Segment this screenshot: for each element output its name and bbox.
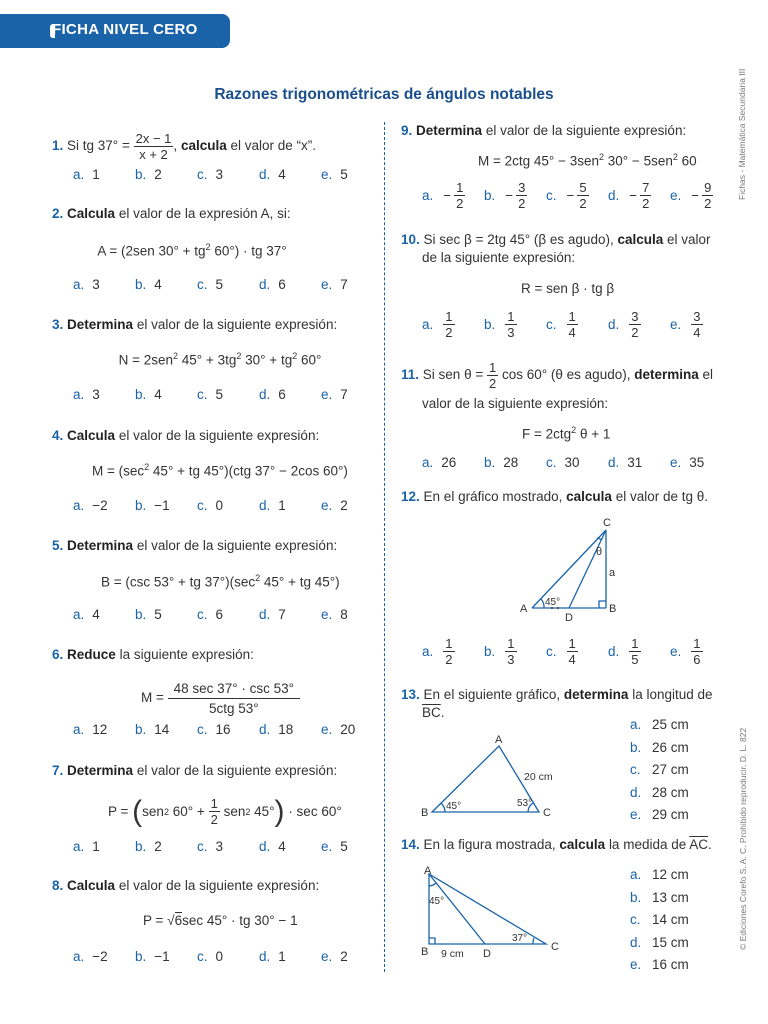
q4-expression: $M = (\sec^2$ 45° + tg 45°)(ctg 37° − 2cos 60°) [92, 462, 348, 479]
question-12: 12. En el gráfico mostrado, calcula el valor de tg θ. [401, 489, 708, 504]
q12-label-b: B [609, 603, 617, 615]
question-1: 1. Si tg 37° = $\frac{2x - 1}{x + 2}$ , calcula el valor de “x”. [52, 131, 317, 162]
q8-expression: P = √6sec 45° · tg 30° − 1 [143, 913, 298, 928]
option-1[interactable]: a. 12 cm [630, 867, 689, 882]
option-2[interactable]: b. 26 cm [630, 739, 689, 755]
option-1[interactable]: a. $\frac{1}{2}$ [422, 309, 453, 340]
q9-expression: M = 2ctg 45° − 3sen$^2$ 30° − 5sen$^2$ 60 [478, 152, 697, 169]
option-2[interactable]: b. $\frac{1}{3}$ [484, 636, 515, 667]
option-5[interactable]: e. $\frac{3}{4}$ [670, 309, 701, 340]
q2-expression: A = (2sen $30^\circ + tg^2$ 60°) · tg 37° [97, 242, 287, 259]
banner-label: FICHA NIVEL CERO [52, 21, 198, 38]
option-4[interactable]: d. 18 [259, 722, 294, 737]
option-3[interactable]: c. 0 [197, 498, 224, 513]
option-2[interactable]: b. 2 [135, 167, 162, 182]
q12-label-c: C [603, 517, 611, 529]
option-2[interactable]: b. 13 cm [630, 889, 689, 905]
q13-figure [415, 730, 565, 822]
question-10: 10. Si sec β = 2tg 45° (β es agudo), calcula el valor de la siguiente expresión: [401, 232, 711, 265]
option-2[interactable]: b. −1 [135, 498, 170, 513]
option-3[interactable]: c. 5 [197, 387, 224, 402]
option-5[interactable]: e. − $\frac{9}{2}$ [670, 180, 712, 211]
option-5[interactable]: e. 29 cm [630, 807, 689, 823]
q12-label-theta: θ [596, 546, 603, 558]
option-3[interactable]: c. 3 [197, 167, 224, 182]
q13-label-angle-b: 45° [446, 801, 462, 812]
q14-label-angle-a: 45° [429, 896, 445, 907]
option-4[interactable]: d. $\frac{1}{5}$ [608, 636, 639, 667]
option-2[interactable]: b. 14 [135, 722, 170, 737]
question-7: 7. Determina el valor de la siguiente expresión: [52, 763, 338, 778]
option-1[interactable]: a. −2 [73, 498, 108, 513]
option-3[interactable]: c. 3 [197, 839, 224, 854]
option-2[interactable]: b. 4 [135, 387, 162, 402]
q12-label-side: a [609, 567, 616, 579]
q4-options [73, 498, 383, 513]
column-divider [384, 122, 385, 972]
option-5[interactable]: e. 2 [321, 949, 348, 964]
q13-label-a: A [495, 734, 503, 746]
option-1[interactable]: a. − $\frac{1}{2}$ [422, 180, 464, 211]
q10-options [422, 309, 732, 340]
q14-figure [415, 862, 565, 962]
q12-figure [510, 512, 630, 624]
option-2[interactable]: b. 28 [484, 455, 519, 470]
option-1[interactable]: a. 12 [73, 722, 108, 737]
option-4[interactable]: d. 1 [259, 498, 286, 513]
option-5[interactable]: e. 8 [321, 607, 348, 622]
option-5[interactable]: e. 5 [321, 839, 348, 854]
option-3[interactable]: c. 0 [197, 949, 224, 964]
option-4[interactable]: d. 31 [608, 455, 643, 470]
option-1[interactable]: a. 4 [73, 607, 100, 622]
option-2[interactable]: b. 5 [135, 607, 162, 622]
option-1[interactable]: a. 25 cm [630, 717, 689, 732]
q2-options [73, 277, 383, 292]
option-3[interactable]: c. $\frac{1}{4}$ [546, 636, 576, 667]
q13-label-angle-c: 53° [517, 798, 533, 809]
option-1[interactable]: a. 1 [73, 167, 100, 182]
q5-options [73, 607, 383, 622]
q13-label-side: 20 cm [524, 771, 553, 783]
question-9: 9. Determina el valor de la siguiente expresión: [401, 123, 687, 138]
q13-options [630, 714, 689, 827]
q12-options [422, 636, 732, 667]
option-1[interactable]: a. $\frac{1}{2}$ [422, 636, 453, 667]
option-4[interactable]: d. 4 [259, 167, 286, 182]
q1-fraction: $\frac{2x - 1}{x + 2}$ [135, 131, 172, 162]
option-2[interactable]: b. −1 [135, 949, 170, 964]
question-8: 8. Calcula el valor de la siguiente expresión: [52, 878, 320, 893]
option-5[interactable]: e. 16 cm [630, 957, 689, 973]
option-1[interactable]: a. −2 [73, 949, 108, 964]
option-4[interactable]: d. − $\frac{7}{2}$ [608, 180, 650, 211]
q3-expression: N = 2sen$^2$ $45^\circ + 3tg^2$ $30^\circ + tg^2$ 60° [118, 351, 322, 368]
q12-label-a: A [520, 603, 528, 615]
q14-label-a: A [424, 865, 432, 877]
option-5[interactable]: e. 2 [321, 498, 348, 513]
option-3[interactable]: c. 30 [546, 455, 580, 470]
option-1[interactable]: a. 3 [73, 277, 100, 292]
q6-options [73, 722, 383, 737]
q5-expression: B = (csc 53° + tg $37^\circ)(\sec^2$ 45° + tg 45°) [101, 573, 340, 590]
option-4[interactable]: d. 6 [259, 387, 286, 402]
q3-options [73, 387, 383, 402]
option-3[interactable]: c. 6 [197, 607, 224, 622]
option-3[interactable]: c. $\frac{1}{4}$ [546, 309, 576, 340]
option-5[interactable]: e. $\frac{1}{6}$ [670, 636, 701, 667]
q12-label-d: D [565, 612, 573, 624]
q1-options [73, 167, 383, 182]
option-4[interactable]: d. 4 [259, 839, 286, 854]
question-14: 14. En la figura mostrada, calcula la medida de $\overline{AC}$. [401, 837, 712, 852]
option-5[interactable]: e. 5 [321, 167, 348, 182]
option-2[interactable]: b. − $\frac{3}{2}$ [484, 180, 526, 211]
option-5[interactable]: e. 7 [321, 277, 348, 292]
option-5[interactable]: e. 20 [321, 722, 356, 737]
side-series-label: Fichas - Matemática Secundaria III [737, 68, 747, 200]
q14-label-c: C [551, 941, 559, 953]
q11-expression: F = 2ctg$^2$ θ + 1 [522, 425, 611, 442]
side-copyright: © Ediciones Corefo S. A. C. Prohibido reproducir. D. L. 822 [738, 727, 748, 950]
option-5[interactable]: e. 35 [670, 455, 705, 470]
option-3[interactable]: c. 14 cm [630, 912, 689, 928]
option-3[interactable]: c. 27 cm [630, 762, 689, 778]
q7-expression: P = ( sen 2 60° + $\frac{1}{2}$ sen 2 45° ) · sec 60° [108, 794, 342, 828]
question-4: 4. Calcula el valor de la siguiente expresión: [52, 428, 320, 443]
sqrt-icon: √ [167, 913, 175, 928]
q11-options [422, 455, 732, 470]
q6-expression: M = $\frac{48 \sec 37^\circ \cdot \csc 53^\circ}{\text{5ctg 53°}}$ [141, 679, 300, 718]
q12-label-angle: 45° [545, 597, 561, 608]
q14-label-angle-c: 37° [512, 933, 528, 944]
q14-label-d: D [483, 948, 491, 960]
q7-options [73, 839, 383, 854]
option-4[interactable]: d. $\frac{3}{2}$ [608, 309, 639, 340]
q10-expression: R = sen β · tg β [521, 281, 615, 296]
option-3[interactable]: c. − $\frac{5}{2}$ [546, 180, 587, 211]
q8-options [73, 949, 383, 964]
q13-label-c: C [543, 807, 551, 819]
question-2: 2. Calcula el valor de la expresión A, si: [52, 206, 291, 221]
question-3: 3. Determina el valor de la siguiente expresión: [52, 317, 338, 332]
q9-options [422, 180, 732, 211]
q14-options [630, 864, 689, 977]
question-5: 5. Determina el valor de la siguiente expresión: [52, 538, 338, 553]
option-4[interactable]: d. 15 cm [630, 934, 689, 950]
option-3[interactable]: c. 5 [197, 277, 224, 292]
option-2[interactable]: b. $\frac{1}{3}$ [484, 309, 515, 340]
q14-label-b: B [421, 946, 429, 958]
page-title: Razones trigonométricas de ángulos notables [214, 86, 554, 103]
question-11: 11. Si sen θ = $\frac{1}{2}$ cos 60° (θ es agudo), determina el valor de la siguiente expresión: [401, 360, 714, 411]
option-5[interactable]: e. 7 [321, 387, 348, 402]
option-2[interactable]: b. 4 [135, 277, 162, 292]
q13-label-b: B [421, 807, 429, 819]
option-4[interactable]: d. 7 [259, 607, 286, 622]
q14-label-base: 9 cm [441, 948, 464, 960]
option-3[interactable]: c. 16 [197, 722, 231, 737]
question-6: 6. Reduce la siguiente expresión: [52, 647, 254, 662]
option-4[interactable]: d. 6 [259, 277, 286, 292]
question-13: 13. En el siguiente gráfico, determina la longitud de $\overline{BC}$. [401, 687, 713, 720]
option-1[interactable]: a. 1 [73, 839, 100, 854]
option-1[interactable]: a. 26 [422, 455, 457, 470]
option-2[interactable]: b. 2 [135, 839, 162, 854]
option-4[interactable]: d. 1 [259, 949, 286, 964]
option-1[interactable]: a. 3 [73, 387, 100, 402]
option-4[interactable]: d. 28 cm [630, 784, 689, 800]
